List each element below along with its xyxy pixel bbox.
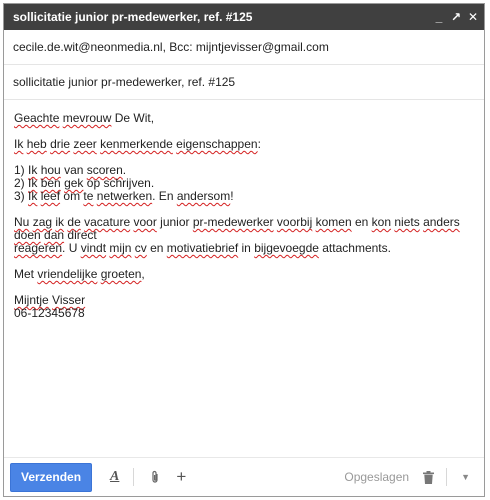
misspelled-word: andersom (176, 189, 231, 203)
body-text: direct (64, 228, 97, 242)
body-text: . U (62, 241, 81, 255)
misspelled-word: te (83, 189, 94, 203)
body-text: . (150, 176, 155, 190)
compose-toolbar (4, 457, 484, 496)
signature-name (14, 293, 85, 307)
trait-line (14, 189, 234, 203)
misspelled-word: mijn (109, 241, 132, 255)
misspelled-word: de (67, 215, 81, 229)
misspelled-word: heb (26, 137, 47, 151)
misspelled-word: eigenschappen (176, 137, 258, 151)
misspelled-word: gek (64, 176, 84, 190)
misspelled-word: Ik (28, 163, 38, 177)
misspelled-word: kon (371, 215, 392, 229)
misspelled-word: vacature (84, 215, 131, 229)
paperclip-icon-graphic (150, 470, 160, 484)
body-text: Met (14, 267, 38, 281)
send-button[interactable]: Verzenden (10, 463, 92, 492)
insert-more-icon[interactable]: + (176, 467, 187, 486)
misspelled-word: voor (133, 215, 157, 229)
subject-field[interactable]: sollicitatie junior pr-medewerker, ref. #125 (4, 65, 484, 100)
traits-list (14, 164, 474, 203)
misspelled-word: cv (134, 241, 147, 255)
misspelled-word: netwerken (96, 189, 153, 203)
misspelled-word: Ik (28, 176, 38, 190)
close-icon[interactable]: ✕ (468, 10, 479, 24)
body-text: attachments. (318, 241, 391, 255)
body-text: in (238, 241, 255, 255)
body-text: . (122, 163, 127, 177)
body-text: om (60, 189, 84, 203)
formatting-options-icon[interactable] (110, 469, 119, 485)
recipients-field[interactable]: cecile.de.wit@neonmedia.nl, Bcc: mijntjevisser@gmail.com (4, 30, 484, 65)
body-text: ! (230, 189, 234, 203)
misspelled-word: zeer (73, 137, 97, 151)
misspelled-word: bijgevoegde (254, 241, 319, 255)
misspelled-word: Ik (28, 189, 38, 203)
misspelled-word: groeten (100, 267, 142, 281)
compose-titlebar[interactable] (4, 4, 484, 30)
more-options-icon[interactable]: ▼ (461, 472, 470, 482)
window-controls (434, 11, 478, 23)
misspelled-word: Nu (14, 215, 30, 229)
body-text: en (351, 215, 372, 229)
misspelled-word: komen (315, 215, 352, 229)
misspelled-word: ik (55, 215, 65, 229)
misspelled-word: motivatiebrief (166, 241, 239, 255)
misspelled-word: mevrouw (62, 111, 112, 125)
signature-phone: 06-12345678 (14, 306, 85, 320)
misspelled-word: doen (14, 228, 41, 242)
body-paragraph (14, 216, 474, 255)
signature (14, 294, 474, 320)
trait-line (14, 176, 154, 190)
body-text: 2) (14, 176, 29, 190)
misspelled-word: dan (44, 228, 65, 242)
misspelled-word: anders (423, 215, 460, 229)
body-text: 3) (14, 189, 29, 203)
body-text: junior (156, 215, 193, 229)
body-text: . En (152, 189, 177, 203)
misspelled-word: zag (32, 215, 53, 229)
misspelled-word: Ik (14, 137, 24, 151)
message-body[interactable] (4, 100, 484, 460)
format-glyph: A (110, 469, 120, 484)
misspelled-word: drie (50, 137, 71, 151)
save-status: Opgeslagen (344, 470, 410, 484)
trash-icon[interactable] (423, 471, 434, 484)
minimize-icon[interactable]: _ (435, 10, 443, 24)
misspelled-word: scoren (86, 163, 123, 177)
paragraph-line (14, 215, 460, 242)
toolbar-divider (446, 468, 447, 486)
greeting-line (14, 112, 474, 125)
popout-icon[interactable]: ↗ (451, 10, 462, 24)
paperclip-icon[interactable] (150, 470, 160, 484)
misspelled-word: Visser (52, 293, 86, 307)
misspelled-word: niets (394, 215, 420, 229)
body-text: op (83, 176, 104, 190)
intro-line (14, 138, 474, 151)
body-text: : (257, 137, 261, 151)
body-text: , (141, 267, 145, 281)
trash-icon-graphic (423, 471, 434, 484)
body-text: van (60, 163, 87, 177)
misspelled-word: pr-medewerker (192, 215, 274, 229)
misspelled-word: hou (40, 163, 61, 177)
body-text: De Wit, (111, 111, 155, 125)
misspelled-word: vriendelijke (37, 267, 98, 281)
misspelled-word: ben (40, 176, 61, 190)
body-text: schrijven (103, 176, 151, 190)
body-text: 1) (14, 163, 29, 177)
trait-line (14, 163, 126, 177)
paragraph-line (14, 241, 391, 255)
misspelled-word: voorbij (276, 215, 313, 229)
body-text: en (146, 241, 167, 255)
misspelled-word: reageren (14, 241, 63, 255)
misspelled-word: Geachte (14, 111, 60, 125)
misspelled-word: leef (40, 189, 61, 203)
compose-window (3, 3, 485, 497)
toolbar-divider (133, 468, 134, 486)
misspelled-word: kenmerkende (100, 137, 173, 151)
misspelled-word: Mijntje (14, 293, 49, 307)
misspelled-word: vindt (80, 241, 107, 255)
compose-title: sollicitatie junior pr-medewerker, ref. #125 (13, 10, 253, 24)
closing-line (14, 268, 474, 281)
